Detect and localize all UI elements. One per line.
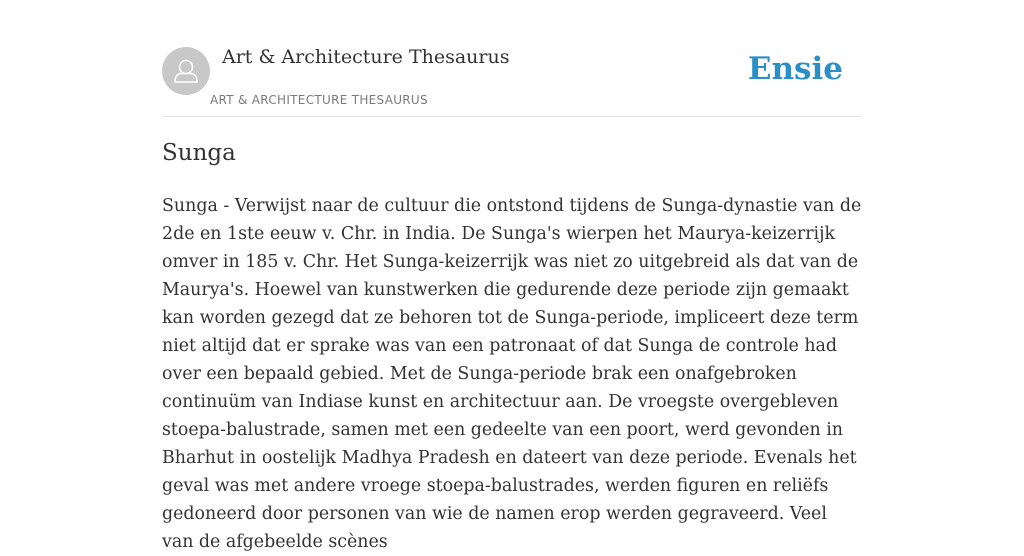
entry-title: Sunga [162,140,236,166]
avatar[interactable] [162,47,210,95]
entry-body: Sunga - Verwijst naar de cultuur die ontstond tijdens de Sunga-dynastie van de 2de en 1ste eeuw v. Chr. in India. De Sunga's wierpen het Maurya-keizerrijk omver in 185 v. Chr. Het Sunga-keizerrijk was niet zo uitgebreid als dat van de Maurya's. Hoewel van kunstwerken die gedurende deze periode zijn gemaakt kan worden gezegd dat ze behoren tot de Sunga-periode, impliceert deze term niet altijd dat er sprake was van een patronaat of dat Sunga de controle had over een bepaald gebied. Met de Sunga-periode brak een onafgebroken continuüm van Indiase kunst en architectuur aan. De vroegste overgebleven stoepa-balustrade, samen met een gedeelte van een poort, werd gevonden in Bharhut in oostelijk Madhya Pradesh en dateert van deze periode. Evenals het geval was met andere vroege stoepa-balustrades, werden figuren en reliëfs gedoneerd door personen van wie de namen erop werden gegraveerd. Veel van de afgebeelde scènes [162,196,862,552]
ensie-logo[interactable]: Ensie [747,51,843,87]
source-header [162,40,862,117]
source-title-link[interactable]: Art & Architecture Thesaurus [222,46,510,68]
source-subtitle: ART & ARCHITECTURE THESAURUS [210,93,428,107]
user-icon [162,47,210,95]
